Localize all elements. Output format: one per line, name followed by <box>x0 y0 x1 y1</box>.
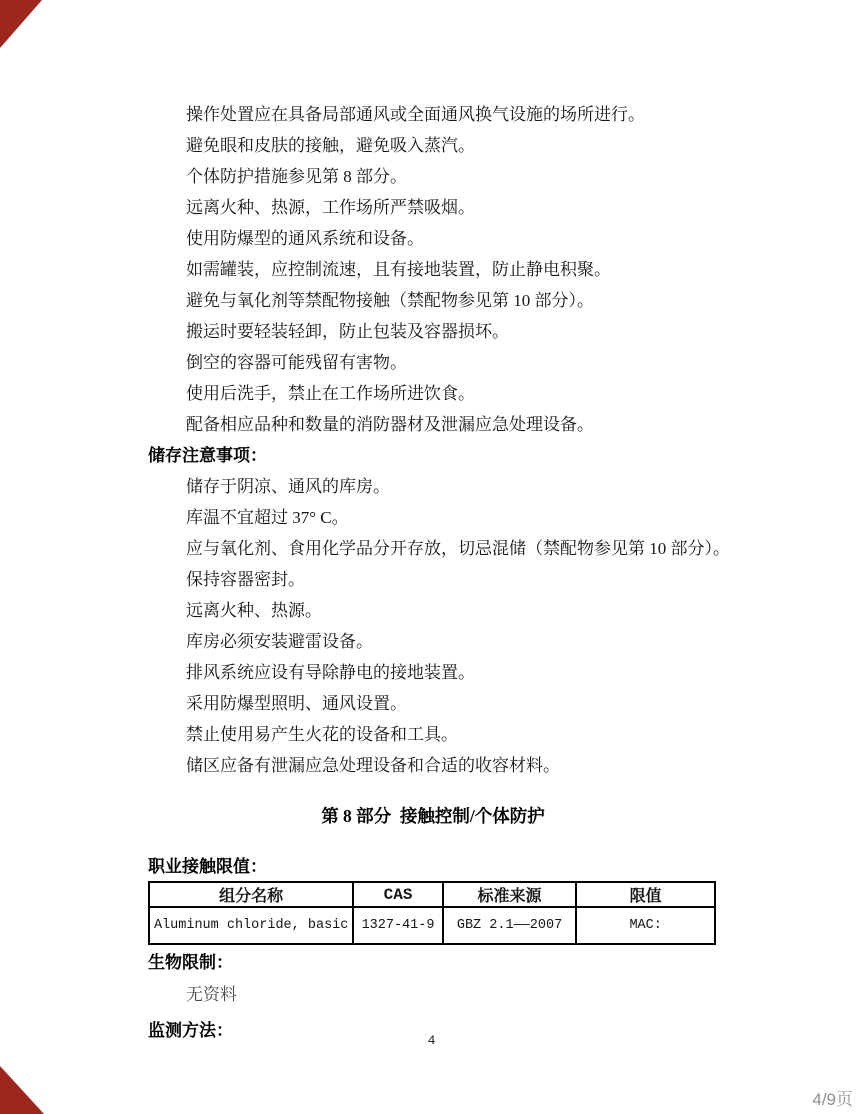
handling-line: 使用后洗手，禁止在工作场所进饮食。 <box>186 384 475 403</box>
handling-line: 远离火种、热源，工作场所严禁吸烟。 <box>186 198 475 217</box>
storage-line: 远离火种、热源。 <box>186 601 322 620</box>
handling-line: 操作处置应在具备局部通风或全面通风换气设施的场所进行。 <box>186 105 645 124</box>
biological-limits-header: 生物限制： <box>148 953 233 972</box>
storage-line: 禁止使用易产生火花的设备和工具。 <box>186 725 458 744</box>
handling-line: 避免眼和皮肤的接触，避免吸入蒸汽。 <box>186 136 475 155</box>
red-corner-fold-bottom-left-icon <box>0 1066 44 1114</box>
handling-line: 个体防护措施参见第 8 部分。 <box>186 167 407 186</box>
col-header-cas: CAS <box>353 882 442 907</box>
storage-precautions-header: 储存注意事项： <box>148 446 267 465</box>
storage-line: 库温不宜超过 37° C。 <box>186 508 349 527</box>
cell-limit-value: MAC: <box>576 907 715 944</box>
storage-line: 保持容器密封。 <box>186 570 305 589</box>
storage-line: 库房必须安装避雷设备。 <box>186 632 373 651</box>
handling-line: 如需罐装，应控制流速，且有接地装置，防止静电积聚。 <box>186 260 611 279</box>
monitoring-methods-header: 监测方法： <box>148 1021 233 1040</box>
handling-line: 使用防爆型的通风系统和设备。 <box>186 229 424 248</box>
exposure-limits-table <box>148 881 716 945</box>
cell-component-name: Aluminum chloride, basic <box>149 907 353 944</box>
col-header-limit: 限值 <box>576 882 715 907</box>
cell-cas-number: 1327-41-9 <box>353 907 442 944</box>
cell-standard-source: GBZ 2.1——2007 <box>443 907 577 944</box>
storage-line: 采用防爆型照明、通风设置。 <box>186 694 407 713</box>
handling-line: 避免与氧化剂等禁配物接触（禁配物参见第 10 部分）。 <box>186 291 594 310</box>
section-8-title: 第 8 部分 接触控制/个体防护 <box>321 806 545 826</box>
col-header-component-name: 组分名称 <box>149 882 353 907</box>
handling-line: 倒空的容器可能残留有害物。 <box>186 353 407 372</box>
storage-line: 储区应备有泄漏应急处理设备和合适的收容材料。 <box>186 756 560 775</box>
page-indicator: 4/9页 <box>812 1090 853 1109</box>
storage-line: 储存于阴凉、通风的库房。 <box>186 477 390 496</box>
biological-limits-value: 无资料 <box>186 985 237 1004</box>
red-corner-fold-top-left-icon <box>0 0 42 48</box>
col-header-standard-source: 标准来源 <box>443 882 577 907</box>
page-number: 4 <box>427 1033 436 1048</box>
handling-line: 搬运时要轻装轻卸，防止包装及容器损坏。 <box>186 322 509 341</box>
occupational-exposure-limits-header: 职业接触限值： <box>148 857 267 876</box>
table-header-row <box>149 882 715 907</box>
page-content <box>148 99 730 1042</box>
storage-line: 应与氧化剂、食用化学品分开存放，切忌混储（禁配物参见第 10 部分）。 <box>186 539 730 558</box>
table-row <box>149 907 715 944</box>
handling-line: 配备相应品种和数量的消防器材及泄漏应急处理设备。 <box>186 415 594 434</box>
storage-line: 排风系统应设有导除静电的接地装置。 <box>186 663 475 682</box>
